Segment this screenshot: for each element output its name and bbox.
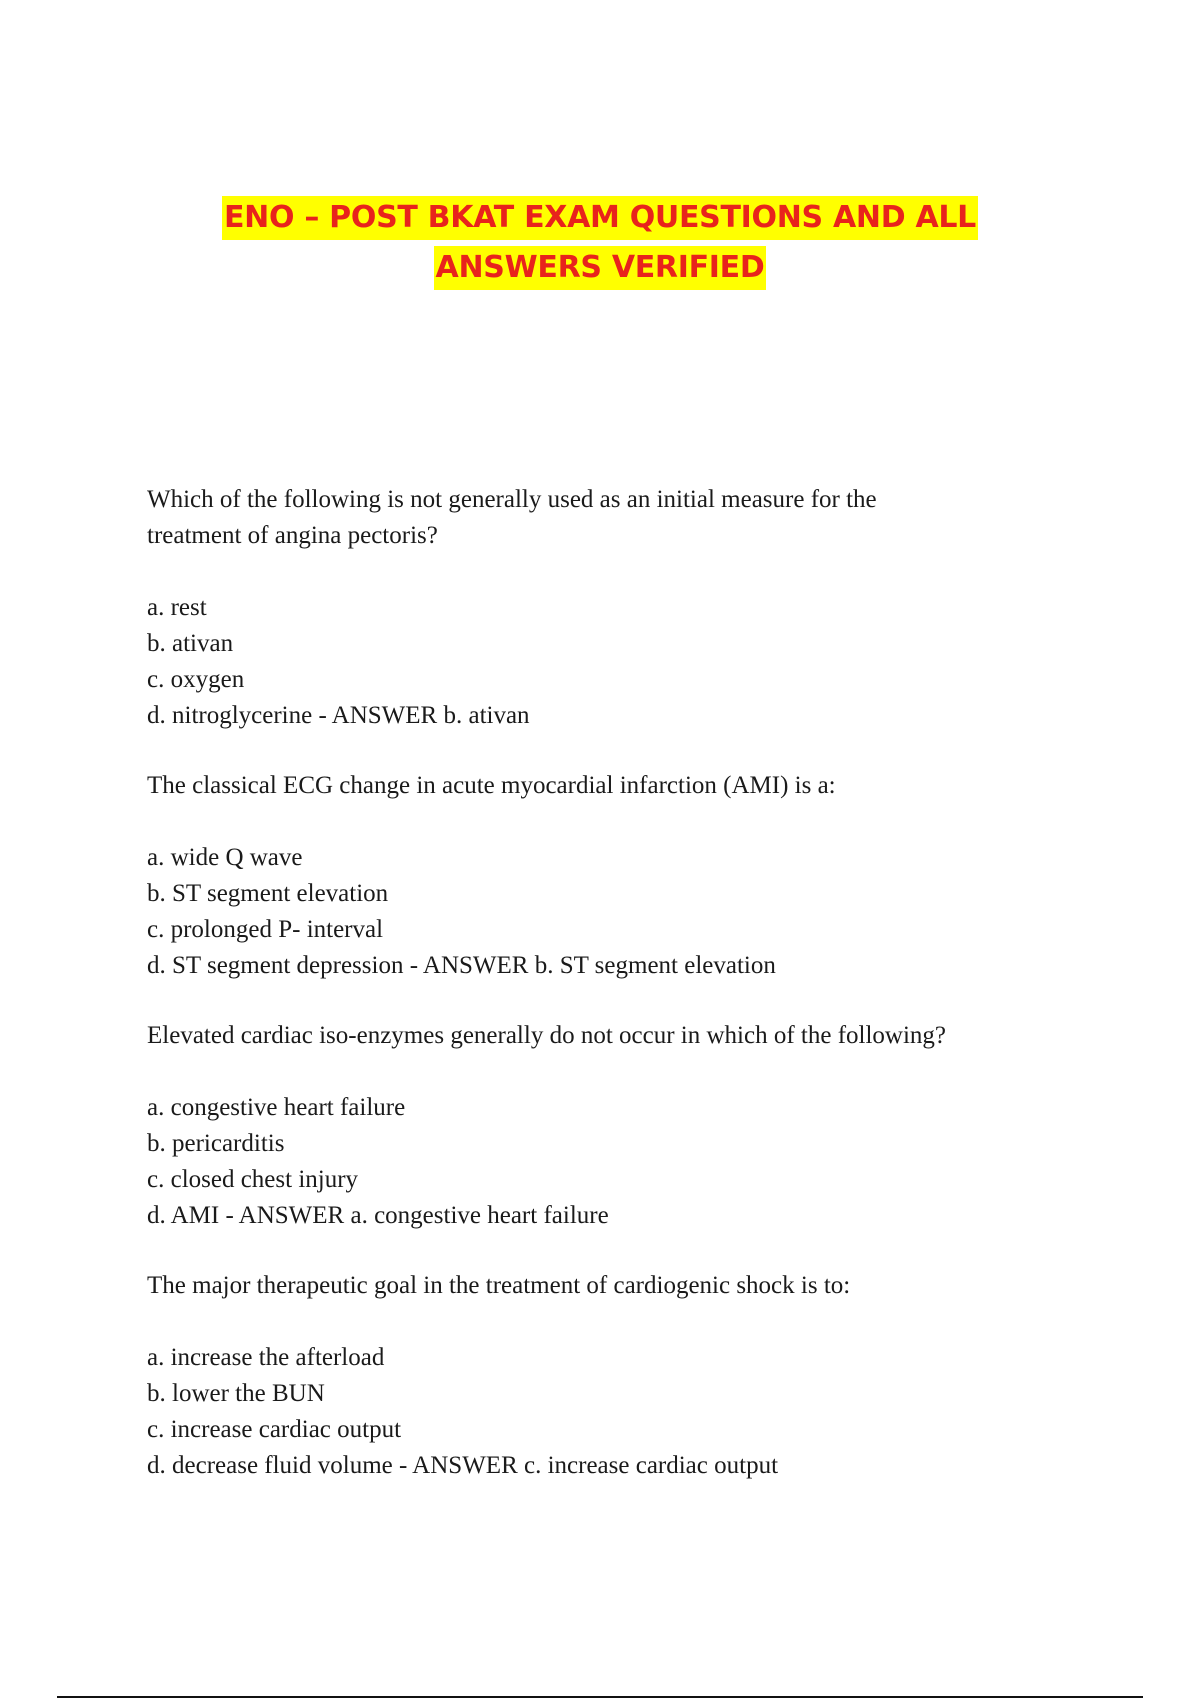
option-b: b. ativan: [147, 630, 234, 657]
option-a: a. wide Q wave: [147, 844, 303, 871]
question-block: [147, 482, 1087, 734]
question-block: [147, 1018, 1087, 1234]
question-block: [147, 1268, 1087, 1484]
option-c: c. closed chest injury: [147, 1166, 359, 1193]
question-text: [147, 1018, 1087, 1054]
document-title: [0, 196, 1200, 290]
questions-list: [147, 482, 1087, 1518]
option-b: b. ST segment elevation: [147, 880, 389, 907]
answer-options: [147, 590, 1087, 734]
option-b: b. lower the BUN: [147, 1380, 325, 1407]
option-a: a. rest: [147, 594, 207, 621]
question-line: The major therapeutic goal in the treatment of cardiogenic shock is to:: [147, 1272, 851, 1299]
question-line: Which of the following is not generally used as an initial measure for the: [147, 486, 877, 513]
option-c: c. oxygen: [147, 666, 245, 693]
question-line: The classical ECG change in acute myocardial infarction (AMI) is a:: [147, 772, 836, 799]
answer-options: [147, 1090, 1087, 1234]
option-d-with-answer: d. AMI - ANSWER a. congestive heart failure: [147, 1202, 609, 1229]
title-line-1: ENO – POST BKAT EXAM QUESTIONS AND ALL: [222, 196, 978, 240]
question-line: Elevated cardiac iso-enzymes generally do not occur in which of the following?: [147, 1022, 947, 1049]
page-divider: [57, 1696, 1143, 1698]
option-d-with-answer: d. ST segment depression - ANSWER b. ST segment elevation: [147, 952, 776, 979]
option-d-with-answer: d. nitroglycerine - ANSWER b. ativan: [147, 702, 530, 729]
question-text: [147, 482, 1087, 554]
option-a: a. increase the afterload: [147, 1344, 385, 1371]
answer-options: [147, 1340, 1087, 1484]
option-a: a. congestive heart failure: [147, 1094, 406, 1121]
option-c: c. increase cardiac output: [147, 1416, 402, 1443]
question-line: treatment of angina pectoris?: [147, 522, 438, 549]
answer-options: [147, 840, 1087, 984]
question-text: [147, 768, 1087, 804]
option-d-with-answer: d. decrease fluid volume - ANSWER c. increase cardiac output: [147, 1452, 779, 1479]
option-c: c. prolonged P- interval: [147, 916, 384, 943]
option-b: b. pericarditis: [147, 1130, 285, 1157]
title-line-2: ANSWERS VERIFIED: [434, 246, 767, 290]
question-block: [147, 768, 1087, 984]
question-text: [147, 1268, 1087, 1304]
